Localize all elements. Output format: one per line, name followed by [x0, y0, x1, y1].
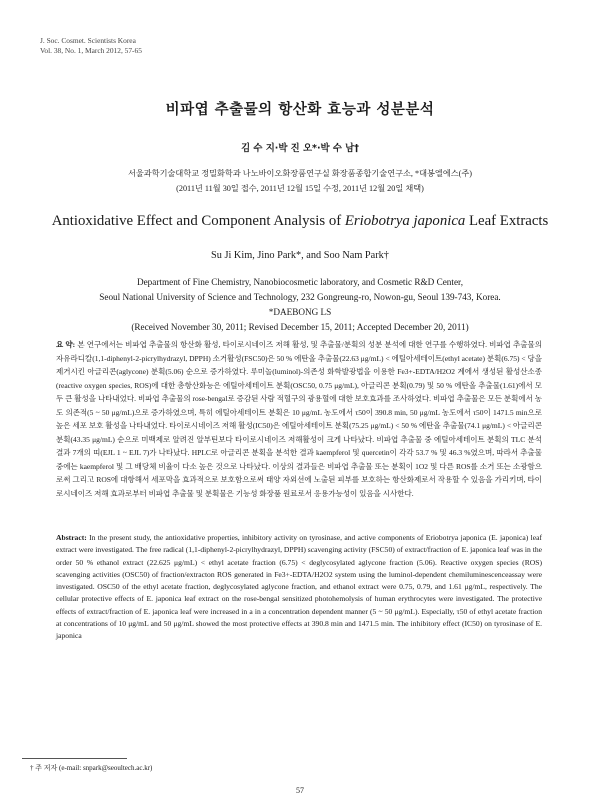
affiliation-english-line1: Department of Fine Chemistry, Nanobiocosmetic laboratory, and Cosmetic R&D Center,: [136, 277, 464, 287]
title-korean: 비파엽 추출물의 항산화 효능과 성분분석: [165, 102, 435, 118]
page-number: 57: [296, 786, 304, 795]
affiliation-english: [0, 275, 600, 335]
footnote-divider: [22, 758, 127, 759]
abstract-english: [56, 532, 542, 643]
abstract-korean-body: 본 연구에서는 비파엽 추출물의 항산화 활성, 타이로시네이즈 저해 활성, 및 추출물/분획의 성분 분석에 대한 연구를 수행하였다. 비파엽 추출물의 자유라디칼(1,1-diphenyl-2-picrylhydrazyl, DPPH) 소거활성(FSC50)은 50 % 에탄올 추출물(22.63 μg/mL) < 에틸아세테이트(ethyl acetate) 분획(6.75) < 당을 제거시킨 아글리콘(aglycone) 분획(5.06) 순으로 증가하였다. 루미놀(luminol)-의존성 화학발광법을 이용한 Fe3+-EDTA/H2O2 계에서 생성된 활성산소종(reactive oxygen species, ROS)에 대한 총항산화능은 에틸아세테이트 분획(OSC50, 0.75 μg/mL), 아글리콘 분획(0.79) 및 50 % 에탄올 추출물(1.61)에서 모두 큰 활성을 나타내었다. 비파엽 추출물의 rose-bengal로 증감된 사람 적혈구의 광용혈에 대한 보호효과를 조사하였다. 비파엽 추출물은 모든 분획에서 농도 의존적(5 ~ 50 μg/mL)으로 증가하였으며, 특히 에틸아세테이트 분획은 10 μg/mL 농도에서 τ50이 390.8 min, 50 μg/mL 농도에서 τ50이 1471.5 min으로 높은 세포 보호 활성을 나타내었다. 타이로시네이즈 저해 활성(IC50)은 에틸아세테이트 분획(75.25 μg/mL) < 50 % 에탄올 추출물(74.1 μg/mL) < 아글리콘 분획(43.35 μg/mL) 순으로 미백제로 알려진 알부틴보다 타이로시네이즈 저해활성이 크게 나타났다. 비파엽 추출물 중 에틸아세테이트 분획의 TLC 분석 결과 7개의 띠(EJL 1 ~ EJL 7)가 나타났다. HPLC로 아글리콘 분획을 분석한 결과 kaempferol 및 quercetin이 각각 53.7 % 및 46.3 %였으며, 따라서 추출물 중에는 kaempferol 및 그 배당체 비율이 다소 높은 것으로 나타났다. 이상의 결과들은 비파엽 추출물 또는 분획이 1O2 및 다른 ROS를 소거 또는 소광함으로써 그리고 ROS에 대항해서 세포막을 효과적으로 보호함으로써 태양 자외선에 노출된 피부를 보호하는 항산화제로서 작용할 수 있음을 가리키며, 타이로시네이즈 저해 효과로부터 비파엽 추출물 및 분획물은 기능성 화장품 원료로서 응용가능성이 있음을 시사한다.: [56, 340, 542, 498]
authors-english: Su Ji Kim, Jino Park*, and Soo Nam Park†: [211, 250, 389, 261]
abstract-english-body: In the present study, the antioxidative properties, inhibitory activity on tyrosinase, and active components of Eriobotrya japonica (E. japonica) leaf extract were investigated. The free radical (1,1-diphenyl-2-picrylhydrazyl, DPPH) scavenging activity (FSC50) of extract/fraction of E. japonica leaf was in the order 50 % ethanol extract (22.625 μg/mL) < ethyl acetate fraction (6.75) < deglycosylated aglycone fraction (5.06). Reactive oxygen species (ROS) scavenging activities (OSC50) of fraction/extracton ROS generated in Fe3+-EDTA/H2O2 system using the luminol-dependent chemiluminescenceassay were investigated. OSC50 of the ethyl acetate fraction, deglycosylated aglycone fraction, and ethanol extract were 0.75, 0.79, and 1.61 μg/mL, respectively. The cellular protective effects of E. japonica leaf extract on the rose-bengal sensitized photohemolysis of human erythrocytes were investigated. The protective effects of extract/fraction of E. japonica leaf were increased in a in a concentration dependent manner (5 ~ 50 μg/mL). Especially, τ50 of ethyl acetate fraction at concentrations of 10 μg/mL and 50 μg/mL showed the most protective effects at 390.8 min and 1471.5 min. The inhibitory effect (IC50) on tyrosinase of E. japonica: [56, 533, 542, 641]
title-english: [0, 213, 600, 230]
title-english-species: Eriobotrya japonica: [344, 213, 466, 229]
title-english-prefix: Antioxidative Effect and Component Analysis of: [51, 213, 345, 229]
abstract-korean: [56, 338, 542, 500]
abstract-english-heading: Abstract:: [56, 533, 87, 542]
authors-korean: 김 수 지·박 진 오*·박 수 남†: [241, 143, 359, 154]
title-english-suffix: Leaf Extracts: [465, 213, 549, 229]
journal-volume: Vol. 38, No. 1, March 2012, 57-65: [40, 46, 142, 55]
affiliation-korean: [0, 166, 600, 196]
journal-name: J. Soc. Cosmet. Scientists Korea: [40, 36, 136, 45]
dates-korean: (2011년 11월 30일 접수, 2011년 12월 15일 수정, 2011년 12월 20일 채택): [176, 184, 424, 193]
affiliation-english-line2: Seoul National University of Science and Technology, 232 Gongreung-ro, Nowon-gu, Seoul 139-743, Korea.: [99, 292, 501, 302]
dates-english: (Received November 30, 2011; Revised December 15, 2011; Accepted December 20, 2011): [131, 322, 469, 332]
abstract-korean-heading: 요 약:: [56, 340, 76, 349]
footnote: † 주 저자 (e-mail: snpark@seoultech.ac.kr): [30, 764, 153, 772]
affiliation-korean-line1: 서울과학기술대학교 정밀화학과 나노바이오화장품연구실 화장품종합기술연구소, *대봉엘에스(주): [127, 169, 473, 178]
journal-header: [40, 36, 142, 56]
affiliation-english-line3: *DAEBONG LS: [268, 307, 332, 317]
